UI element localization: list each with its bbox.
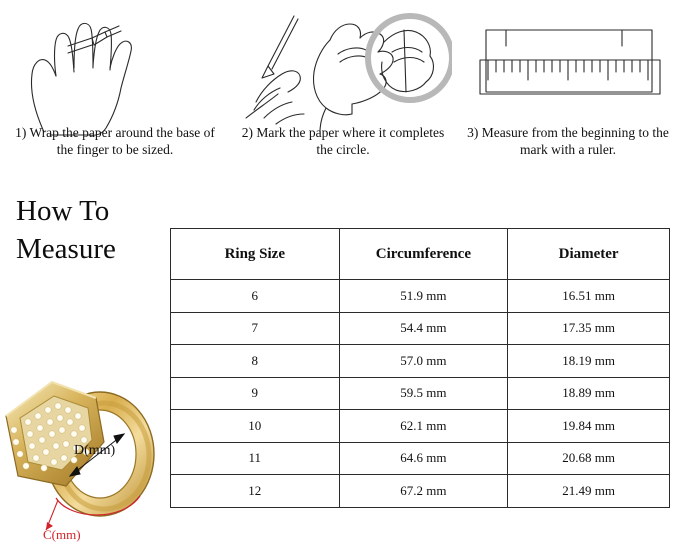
table-row: [171, 410, 670, 443]
step-3-caption: 3) Measure from the beginning to the mark with a ruler.: [467, 125, 669, 157]
cell-circumference: 57.0 mm: [339, 345, 508, 378]
cell-ring-size: 10: [171, 410, 340, 443]
table-row: [171, 312, 670, 345]
table-row: [171, 475, 670, 508]
cell-diameter: 21.49 mm: [508, 475, 670, 508]
cell-ring-size: 11: [171, 442, 340, 475]
cell-ring-size: 8: [171, 345, 340, 378]
page-title-line-2: Measure: [16, 233, 116, 265]
cell-circumference: 59.5 mm: [339, 377, 508, 410]
cell-circumference: 67.2 mm: [339, 475, 508, 508]
hand-with-paper-strip-icon: [6, 6, 224, 136]
table-header-row: [171, 229, 670, 280]
cell-circumference: 62.1 mm: [339, 410, 508, 443]
step-2-caption: 2) Mark the paper where it completes the circle.: [241, 125, 445, 157]
measure-steps: [0, 0, 677, 190]
step-1-caption: 1) Wrap the paper around the base of the finger to be sized.: [15, 125, 215, 157]
step-3: [462, 0, 674, 190]
cell-diameter: 16.51 mm: [508, 280, 670, 313]
ring-diagram: [0, 330, 172, 550]
cell-diameter: 17.35 mm: [508, 312, 670, 345]
cell-diameter: 18.89 mm: [508, 377, 670, 410]
cell-diameter: 19.84 mm: [508, 410, 670, 443]
cell-circumference: 64.6 mm: [339, 442, 508, 475]
cell-diameter: 18.19 mm: [508, 345, 670, 378]
page-title-line-1: How To: [16, 195, 110, 227]
ring-size-table: [170, 228, 670, 508]
cell-ring-size: 9: [171, 377, 340, 410]
column-header-circumference: Circumference: [339, 229, 508, 280]
cell-ring-size: 6: [171, 280, 340, 313]
table-row: [171, 345, 670, 378]
table-row: [171, 377, 670, 410]
hand-marking-paper-icon: [234, 6, 452, 136]
ruler-measuring-icon: [462, 6, 674, 136]
table-row: [171, 442, 670, 475]
cell-diameter: 20.68 mm: [508, 442, 670, 475]
column-header-ring-size: Ring Size: [171, 229, 340, 280]
step-1: [6, 0, 224, 190]
circumference-label: C(mm): [43, 527, 81, 542]
cell-circumference: 51.9 mm: [339, 280, 508, 313]
cell-ring-size: 7: [171, 312, 340, 345]
table-row: [171, 280, 670, 313]
gold-ring-photo: [0, 330, 172, 550]
cell-ring-size: 12: [171, 475, 340, 508]
page-title: [16, 192, 166, 268]
diameter-label: D(mm): [74, 443, 116, 458]
cell-circumference: 54.4 mm: [339, 312, 508, 345]
step-2: [234, 0, 452, 190]
column-header-diameter: Diameter: [508, 229, 670, 280]
